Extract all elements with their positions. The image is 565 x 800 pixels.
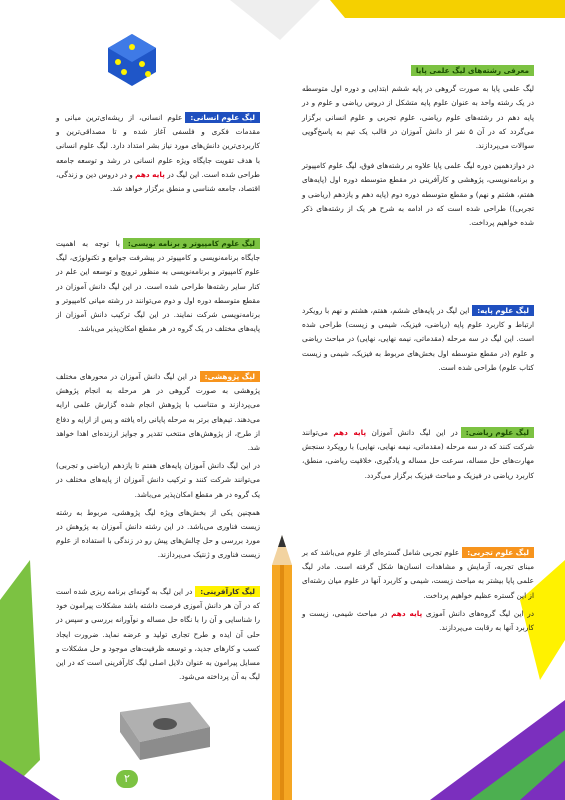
experimental-grade: پایه دهم bbox=[391, 608, 423, 618]
computer-tag: لیگ علوم کامپیوتر و برنامه نویسی: bbox=[123, 238, 260, 249]
humanities-section bbox=[56, 111, 260, 196]
entrepreneur-section bbox=[56, 585, 260, 684]
experimental-section bbox=[302, 546, 534, 635]
research-paragraph-1: در این لیگ دانش آموزان در محورهای مختلف پژوهشی به صورت گروهی در هر مرحله به انجام پژوهش می‌پردازند و متناسب با پژوهش انجام شده گزارش علمی ارایه می‌دهند. تیم‌های برتر به مرحله پایانی راه یافته و پس از ارایه و دفاع از طرح، از پژوهش‌های منتخب تقدیر و جوایز ارزنده‌ای اهدا خواهد شد. bbox=[56, 372, 260, 453]
yellow-stripe-top bbox=[330, 0, 565, 18]
intro-heading: معرفی رشته‌های لیگ علمی پایا bbox=[411, 65, 534, 76]
experimental-tag: لیگ علوم تجربی: bbox=[462, 547, 534, 558]
dice-icon bbox=[100, 28, 160, 88]
humanities-tag: لیگ علوم انسانی: bbox=[185, 112, 260, 123]
research-paragraph-3: همچنین یکی از بخش‌های ویژه لیگ پژوهشی، مربوط به رشته زیست فناوری می‌باشد. در این رشته دانش آموزان به پژوهش در مورد بررسی و حل چالش‌های پیش رو در زندگی با استفاده از علوم زیست فناوری و ژنتیک می‌پردازند. bbox=[56, 507, 260, 560]
humanities-text-pre: علوم انسانی، از ریشه‌ای‌ترین مبانی و مقدمات فکری و فلسفی آغاز شده و تا مصداقی‌ترین و کاربردی‌ترین دانش‌های مورد نیاز بشر امتداد دارد. لیگ علوم انسانی با هدف تقویت جایگاه ویژه علوم انسانی در رشد و توسعه جامعه طراحی شده است. این لیگ در bbox=[56, 113, 260, 179]
humanities-grade: پایه دهم bbox=[135, 169, 165, 179]
humanities-text-post: و در دروس دین و زندگی، اقتصاد، جامعه شناسی و منطق برگزار خواهد شد. bbox=[56, 169, 260, 194]
pure-science-tag: لیگ علوم پایه: bbox=[472, 305, 534, 316]
page-number-badge bbox=[116, 770, 138, 788]
computer-section bbox=[56, 237, 260, 336]
page-number: ۲ bbox=[124, 772, 130, 785]
computer-text: با توجه به اهمیت جایگاه برنامه‌نویسی و کامپیوتر در پیشرفت جوامع و تکنولوژی، لیگ علوم کامپیوتر و برنامه‌نویسی به منظور ترویج و توسعه این علم در کنار سایر رشته‌ها طراحی شده است. در این لیگ دانش آموزان در مقطع متوسطه دوره اول و دوم می‌توانند در رشته میانی کامپیوتر و برنامه‌نویسی شرکت نمایند. در این لیگ ترکیب دانش آموزان از پایه‌های مختلف در یک گروه در هر مقطع امکان‌پذیر می‌باشد. bbox=[56, 239, 260, 334]
intro-paragraph-2: در دوازدهمین دوره لیگ علمی پایا علاوه بر رشته‌های فوق، لیگ علوم کامپیوتر و برنامه‌نویسی، پژوهشی و کارآفرینی در مقطع متوسطه دوره اول (پایه‌های هفتم، هشتم و نهم) و مقطع متوسطه دوره دوم (پایه دهم و یازدهم (ریاضی و تجربی)) طراحی شده است که در ادامه به شرح هر یک از رشته‌های ذکر شده خواهیم پرداخت. bbox=[302, 161, 534, 228]
intro-paragraph-1: لیگ علمی پایا به صورت گروهی در پایه ششم ابتدایی و دوره اول متوسطه در یک رشته واحد به عنوان علوم پایه متشکل از دروس ریاضی و علوم و در پایه دهم در رشته‌های علوم ریاضی، علوم تجربی و علوم انسانی برگزار می‌گردد که در آن ۵ نفر از دانش آموزان در قالب یک تیم به پاسخ‌گویی سوالات می‌پردازند. bbox=[302, 84, 535, 151]
pencil-icon bbox=[262, 535, 302, 800]
math-grade: پایه دهم bbox=[333, 428, 367, 437]
intro-section bbox=[302, 64, 534, 230]
math-tag: لیگ علوم ریاضی: bbox=[461, 427, 534, 438]
entrepreneur-tag: لیگ کارآفرینی: bbox=[195, 586, 260, 597]
pure-science-section bbox=[302, 304, 534, 375]
sharpener-icon bbox=[110, 692, 220, 762]
grey-stripe bbox=[230, 0, 320, 40]
research-tag: لیگ پژوهشی: bbox=[200, 371, 260, 382]
experimental-text-post: در مباحث شیمی، زیست و کاربرد آنها به رقابت می‌پردازند. bbox=[302, 608, 534, 633]
entrepreneur-text: در این لیگ به گونه‌ای برنامه ریزی شده است که در آن هر دانش آموزی فرصت داشته باشد مشکلات پیرامون خود را شناسایی و آن را با نگاه حل مساله و نوآورانه بررسی و سپس در حلی آن ایده و طرح تجاری تولید و عرضه نماید. ضرورت ایجاد کسب و کارهای جدید، و توسعه ظرفیت‌های موجود و حل مشکلات و مسایل پیرامون به عنوان دلایل اصلی لیگ کارآفرینی است که در این لیگ به آن پرداخته می‌شود. bbox=[56, 587, 260, 682]
pure-science-text: این لیگ در پایه‌های ششم، هفتم، هشتم و نهم با رویکرد ارتباط و کاربرد علوم پایه (ریاضی، فیزیک، شیمی و زیست) طراحی شده است. این لیگ در سه مرحله (مقدماتی، نیمه نهایی، نهایی) در مباحث ریاضی و علوم (در مقطع متوسطه اول بخش‌های مربوط به فیزیک، شیمی و زیست کتاب علوم) طراحی شده است. bbox=[302, 306, 534, 372]
research-paragraph-2: در این لیگ دانش آموزان پایه‌های هفتم تا یازدهم (ریاضی و تجربی) می‌توانند شرکت کنند و ترکیب دانش آموزان از پایه‌های مختلف در یک گروه در هر مقطع امکان‌پذیر می‌باشد. bbox=[56, 461, 260, 499]
research-section bbox=[56, 370, 260, 563]
math-section bbox=[302, 426, 534, 483]
experimental-text-pre: در این لیگ گروه‌های دانش آموزی bbox=[425, 608, 534, 618]
math-text-pre: در این لیگ دانش آموزان bbox=[371, 428, 458, 437]
math-text-post: می‌توانند شرکت کنند که در سه مرحله (مقدماتی، نیمه نهایی، نهایی) با رویکرد سنجش مهارت‌های حل مساله، سرعت حل مساله و یادگیری، خلاقیت ریاضی، منطق، کاربرد ریاضی در فیزیک و مباحث فیزیک برگزار می‌گردد. bbox=[302, 428, 534, 480]
experimental-text: علوم تجربی شامل گستره‌ای از علوم می‌باشد که بر مبنای تجربه، آزمایش و مشاهدات انسان‌ها شکل گرفته است. مادر لیگ علمی پایا بیشتر به مباحث زیست، شیمی و کاربرد آنها در علوم میان رشته‌ای از این گستره عظیم خواهیم پرداخت. bbox=[302, 548, 534, 600]
